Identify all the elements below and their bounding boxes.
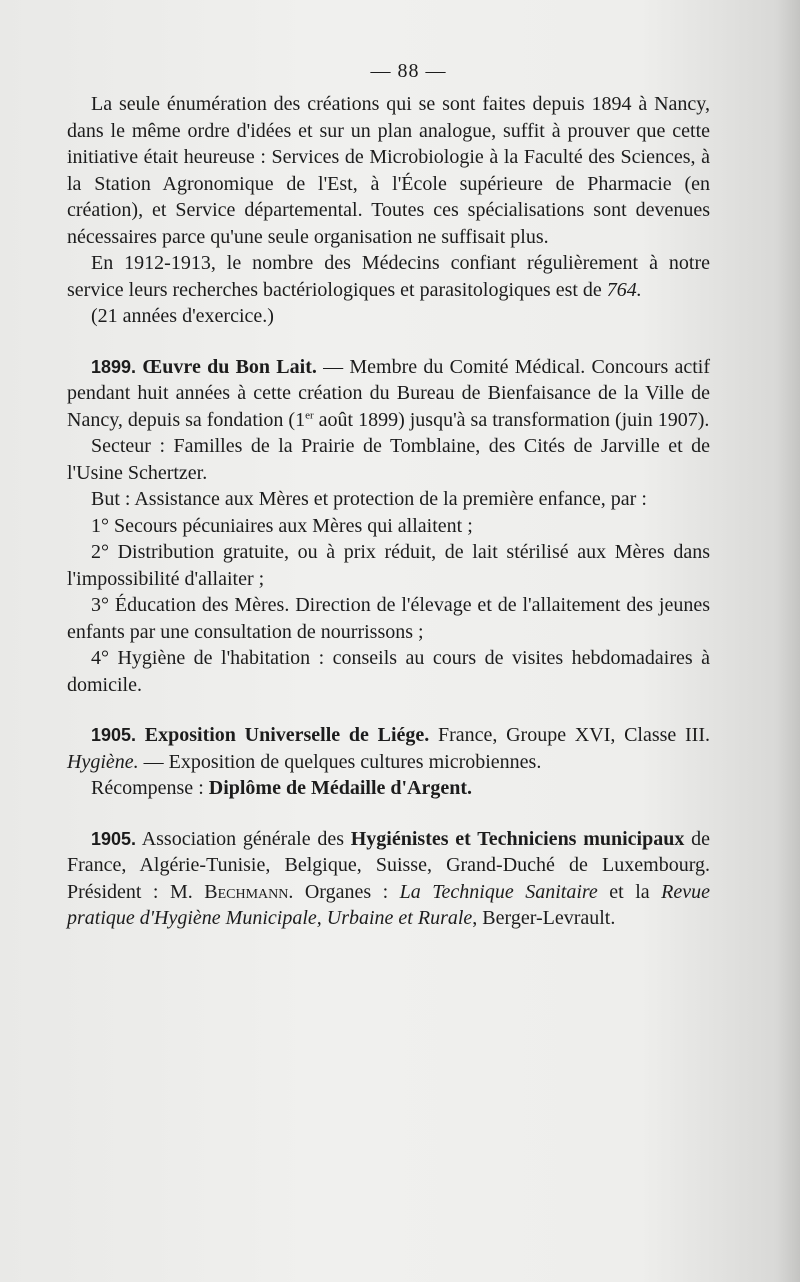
- section-text: . Organes :: [288, 880, 400, 903]
- paragraph: La seule énumération des créations qui se sont faites depuis 1894 à Nancy, dans le même ordre d'idées et sur un plan analogue, suffit à prouver que cette initiative était heureuse : Services de Microbiologie à la Faculté des Sciences, à la Station Agronomique de l'Est, à l'École supérieure de Pharmacie (en création), et Service départemental. Toutes ces spécialisations sont devenues nécessaires parce qu'une seule organisation ne suffisait plus.: [67, 93, 710, 248]
- section-1899: [67, 354, 710, 434]
- reward: [67, 775, 710, 802]
- section-text: de France, Algérie-Tunisie, Belgique, Suisse, Grand-Duché de Luxembourg. Président : M.: [67, 827, 710, 903]
- section-title: Exposition Universelle de Liége.: [136, 724, 430, 746]
- doctor-count: 764.: [606, 278, 642, 301]
- section-text: France, Groupe XVI, Classe III.: [429, 724, 710, 746]
- section-year: 1905.: [91, 725, 137, 745]
- section-text-italic: Hygiène.: [67, 750, 139, 773]
- reward-label: Récompense :: [91, 777, 209, 799]
- president-name: Bechmann: [204, 880, 289, 903]
- list-item: 3° Éducation des Mères. Direction de l'élevage et de l'allaitement des jeunes enfants par une consultation de nourrissons ;: [67, 594, 710, 643]
- section-text: et la: [597, 880, 662, 903]
- list-item: 1° Secours pécuniaires aux Mères qui allaitent ;: [91, 514, 473, 537]
- list-item: 2° Distribution gratuite, ou à prix réduit, de lait stérilisé aux Mères dans l'impossibilité d'allaiter ;: [67, 541, 710, 590]
- reward-value: Diplôme de Médaille d'Argent.: [208, 777, 473, 799]
- section-text: août 1899) jusqu'à sa transformation (juin 1907).: [313, 408, 710, 431]
- section-year: 1905.: [91, 828, 137, 849]
- section-title: Hygiénistes et Techniciens municipaux: [350, 827, 685, 850]
- section-text: — Exposition de quelques cultures microbiennes.: [138, 750, 542, 773]
- section-text: — Membre du Comité Médical. Concours actif pendant huit années à cette création du Bureau de Bienfaisance de la Ville de Nancy, depuis sa fondation (1: [67, 355, 711, 431]
- aims-list: [67, 513, 710, 699]
- paragraph: [67, 250, 710, 303]
- paragraph: But : Assistance aux Mères et protection de la première enfance, par :: [91, 488, 647, 510]
- paragraph: Secteur : Familles de la Prairie de Tomblaine, des Cités de Jarville et de l'Usine Schertzer.: [67, 435, 710, 484]
- section-text: , Berger-Levrault.: [472, 907, 616, 929]
- paragraph-text: En 1912-1913, le nombre des Médecins confiant régulièrement à notre service leurs recherches bactériologiques et parasitologiques est de: [67, 252, 710, 301]
- section-1905-association: [67, 826, 710, 932]
- list-item: 4° Hygiène de l'habitation : conseils au cours de visites hebdomadaires à domicile.: [67, 647, 710, 696]
- organ-title: Revue pratique d'Hygiène Municipale, Urbaine et Rurale: [67, 880, 710, 929]
- section-year: 1899.: [91, 356, 137, 377]
- section-title: Œuvre du Bon Lait.: [136, 355, 317, 378]
- page-number: — 88 —: [370, 60, 447, 82]
- superscript: er: [305, 408, 314, 421]
- section-text: Association générale des: [136, 827, 351, 850]
- organ-title: La Technique Sanitaire: [399, 880, 598, 903]
- paragraph: (21 années d'exercice.): [91, 305, 274, 327]
- section-1905-liege: [67, 722, 710, 775]
